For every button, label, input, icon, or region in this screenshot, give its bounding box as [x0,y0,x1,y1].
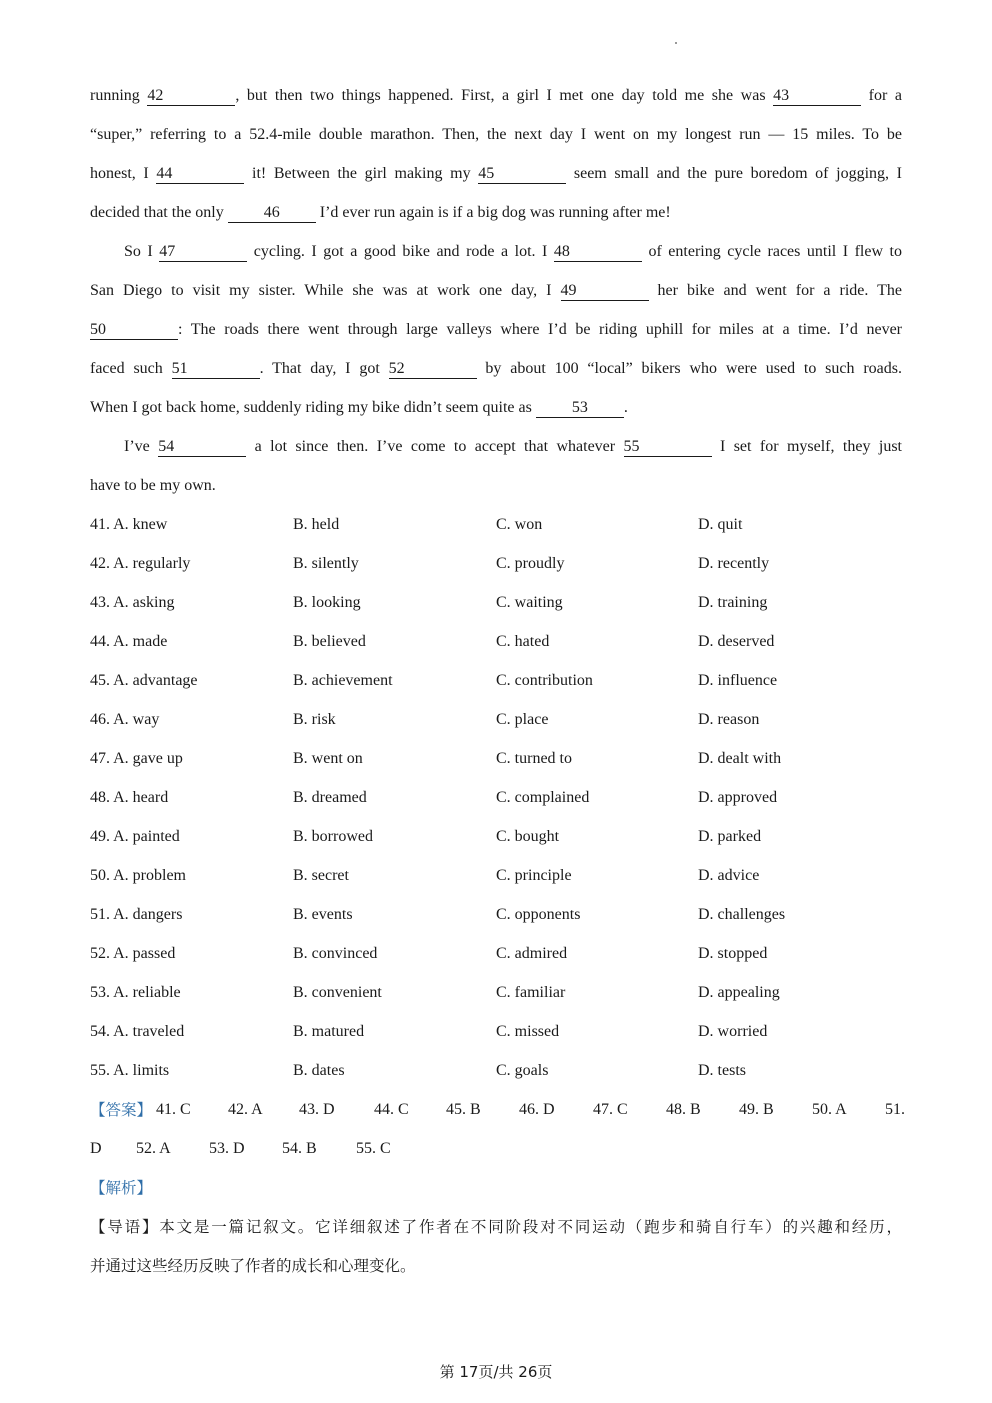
answer-item: 45. B [446,1101,481,1118]
option-a: 43. A. asking [90,594,175,611]
option-d: D. appealing [698,984,780,1001]
answer-item: 44. C [374,1101,409,1118]
blank-51: 51 [172,360,260,379]
option-b: B. looking [293,594,361,611]
option-b: B. held [293,516,340,533]
blank-42: 42 [147,87,235,106]
answer-label: 【答案】 [90,1101,153,1119]
option-c: C. familiar [496,984,566,1001]
option-c: C. contribution [496,672,593,689]
option-d: D. worried [698,1023,768,1040]
option-d: D. quit [698,516,743,533]
answer-item: 48. B [666,1101,701,1118]
option-d: D. recently [698,555,770,572]
option-c: C. admired [496,945,568,962]
option-b: B. secret [293,867,349,884]
question-row [90,630,902,654]
option-c: C. proudly [496,555,565,572]
option-b: B. went on [293,750,363,767]
option-c: C. principle [496,867,572,884]
option-a: 53. A. reliable [90,984,181,1001]
question-row [90,552,902,576]
blank-47: 47 [159,243,247,262]
option-c: C. hated [496,633,550,650]
question-row [90,669,902,693]
option-b: B. dates [293,1062,345,1079]
passage-line: I’ve 54 a lot since then. I’ve come to accept that whatever 55 I set for myself, they just [124,438,903,455]
question-row [90,864,902,888]
option-a: 50. A. problem [90,867,186,884]
option-b: B. achievement [293,672,393,689]
option-d: D. deserved [698,633,775,650]
option-a: 48. A. heard [90,789,169,806]
page-number: 第 17页/共 26页 [439,1363,553,1381]
option-b: B. silently [293,555,359,572]
answer-item: 51. [885,1101,905,1118]
answer-item: 50. A [812,1101,847,1118]
analysis-label: 【解析】 [90,1179,153,1197]
option-c: C. missed [496,1023,560,1040]
option-b: B. matured [293,1023,365,1040]
passage-line: decided that the only 46 I’d ever run again is if a big dog was running after me! [90,204,671,221]
passage-line: 50 : The roads there went through large valleys where I’d be riding uphill for miles at a time. I’d never [90,321,902,338]
question-row [90,786,902,810]
blank-46: 46 [228,204,316,223]
answer-item: 47. C [593,1101,628,1118]
option-b: B. believed [293,633,366,650]
option-c: C. goals [496,1062,549,1079]
option-c: C. bought [496,828,560,845]
guide-line: 并通过这些经历反映了作者的成长和心理变化。 [90,1257,416,1275]
question-row [90,1059,902,1083]
option-a: 49. A. painted [90,828,180,845]
option-a: 51. A. dangers [90,906,183,923]
option-d: D. approved [698,789,778,806]
passage-line: running 42 , but then two things happened. First, a girl I met one day told me she was 43 for a [90,87,903,104]
option-d: D. advice [698,867,760,884]
option-b: B. borrowed [293,828,373,845]
question-row [90,591,902,615]
passage-line: So I 47 cycling. I got a good bike and rode a lot. I 48 of entering cycle races until I flew to [124,243,902,260]
blank-43: 43 [773,87,861,106]
scan-dot [675,42,677,44]
blank-55: 55 [624,438,712,457]
option-a: 46. A. way [90,711,160,728]
option-c: C. turned to [496,750,572,767]
answer-item: D [90,1140,102,1157]
blank-44: 44 [156,165,244,184]
answer-item: 55. C [356,1140,391,1157]
option-c: C. complained [496,789,590,806]
option-a: 42. A. regularly [90,555,191,572]
option-d: D. dealt with [698,750,782,767]
option-d: D. influence [698,672,778,689]
question-row [90,708,902,732]
guide-line: 【导语】本文是一篇记叙文。它详细叙述了作者在不同阶段对不同运动（跑步和骑自行车）的兴趣和经历， [90,1218,902,1236]
option-c: C. opponents [496,906,581,923]
passage-line: San Diego to visit my sister. While she was at work one day, I 49 her bike and went for a ride. The [90,282,902,299]
blank-49: 49 [561,282,649,301]
blank-45: 45 [478,165,566,184]
option-d: D. stopped [698,945,768,962]
answer-item: 52. A [136,1140,171,1157]
option-d: D. challenges [698,906,786,923]
answer-item: 53. D [209,1140,245,1157]
option-d: D. parked [698,828,762,845]
option-d: D. reason [698,711,760,728]
option-a: 45. A. advantage [90,672,198,689]
blank-48: 48 [554,243,642,262]
answer-item: 42. A [228,1101,263,1118]
option-a: 54. A. traveled [90,1023,185,1040]
passage-line: “super,” referring to a 52.4-mile double marathon. Then, the next day I went on my longest run — 15 miles. To be [90,126,902,143]
question-row [90,747,902,771]
passage-line: honest, I 44 it! Between the girl making my 45 seem small and the pure boredom of jogging, I [90,165,902,182]
answer-item: 43. D [299,1101,335,1118]
option-b: B. risk [293,711,336,728]
option-a: 41. A. knew [90,516,168,533]
answer-item: 46. D [519,1101,555,1118]
passage-line: faced such 51 . That day, I got 52 by about 100 “local” bikers who were used to such roads. [90,360,902,377]
question-row [90,825,902,849]
question-row [90,1020,902,1044]
option-a: 55. A. limits [90,1062,170,1079]
answer-row [90,1098,905,1122]
blank-50: 50 [90,321,178,340]
passage-line: When I got back home, suddenly riding my bike didn’t seem quite as 53 . [90,399,628,416]
blank-54: 54 [158,438,246,457]
option-c: C. waiting [496,594,563,611]
option-b: B. convenient [293,984,382,1001]
option-a: 52. A. passed [90,945,176,962]
passage-line: have to be my own. [90,477,216,494]
option-b: B. convinced [293,945,378,962]
option-a: 47. A. gave up [90,750,183,767]
question-row [90,513,902,537]
blank-53: 53 [536,399,624,418]
answer-item: 49. B [739,1101,774,1118]
blank-52: 52 [389,360,477,379]
answer-item: 54. B [282,1140,317,1157]
option-b: B. dreamed [293,789,367,806]
answer-item: 41. C [156,1101,191,1118]
option-b: B. events [293,906,353,923]
option-d: D. training [698,594,768,611]
option-d: D. tests [698,1062,746,1079]
option-a: 44. A. made [90,633,168,650]
question-row [90,942,902,966]
question-row [90,981,902,1005]
option-c: C. place [496,711,549,728]
answer-row [90,1137,902,1161]
option-c: C. won [496,516,543,533]
question-row [90,903,902,927]
